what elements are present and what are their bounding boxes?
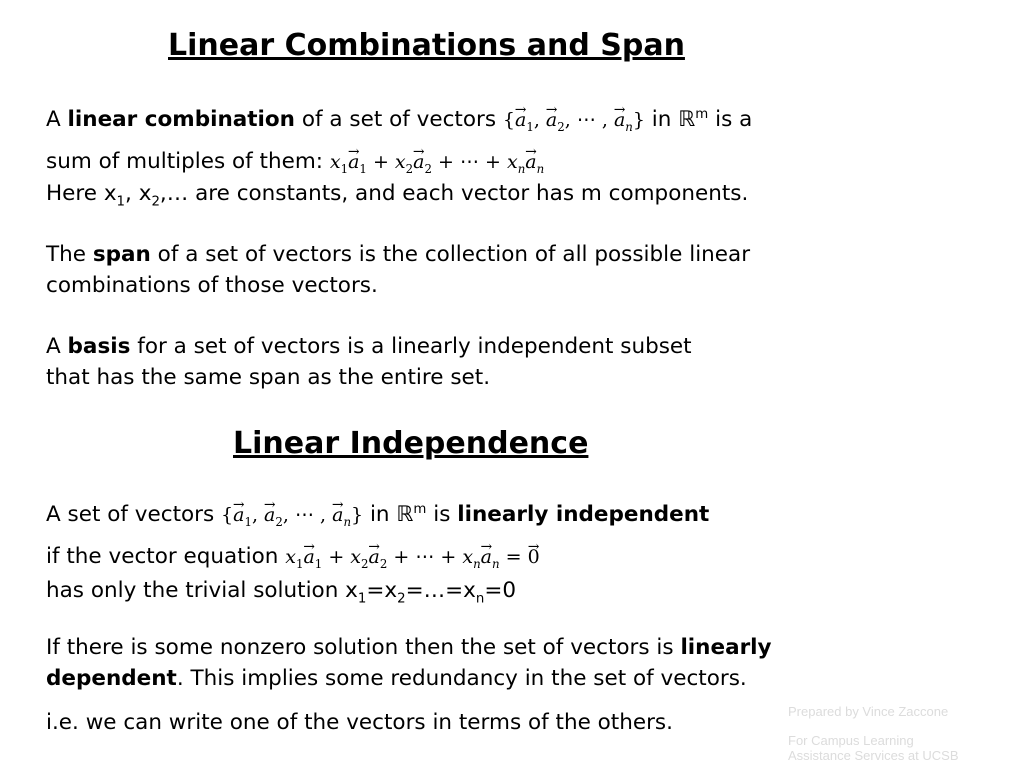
plus: +	[328, 545, 345, 568]
subscript: 1	[357, 591, 367, 607]
comma: ,	[601, 109, 608, 132]
linear-combination-expression	[329, 150, 545, 176]
text: combinations of those vectors.	[46, 273, 378, 298]
vector-a: → a	[348, 143, 359, 178]
subscript: 2	[397, 591, 406, 607]
brace: }	[351, 504, 364, 527]
footer-line: Prepared by Vince Zaccone	[788, 704, 949, 719]
term-basis: basis	[67, 334, 131, 359]
vector-a: → a	[264, 496, 275, 531]
vector-a: → a	[546, 101, 557, 136]
vector-a: → a	[515, 101, 526, 136]
comma: ,	[533, 109, 540, 132]
comma: ,	[320, 504, 327, 527]
coefficient: x	[462, 545, 474, 568]
ellipsis: ⋯	[576, 109, 596, 132]
coefficient: x	[329, 150, 341, 173]
subscript: 1	[340, 161, 349, 176]
vector-set	[221, 504, 364, 529]
vector-a: → a	[481, 538, 492, 573]
text: i.e. we can write one of the vectors in terms of the others.	[46, 710, 673, 735]
subscript: n	[517, 161, 526, 176]
text: that has the same span as the entire set.	[46, 365, 491, 390]
text: If there is some nonzero solution then the set of vectors is	[46, 635, 681, 660]
vector-equation	[285, 545, 540, 571]
plus: +	[440, 545, 457, 568]
ellipsis: ⋯	[294, 504, 314, 527]
subscript: n	[475, 591, 485, 607]
text: , x	[125, 181, 152, 206]
footer-line: Assistance Services at UCSB	[788, 748, 959, 763]
text: Here x	[46, 181, 117, 206]
text: in	[644, 107, 679, 133]
subscript: 2	[379, 556, 388, 571]
text: for a set of vectors is a linearly independent subset	[130, 334, 692, 359]
vector-set	[502, 109, 645, 134]
footer-credit	[788, 704, 959, 763]
subscript: n	[492, 556, 500, 571]
subscript: 2	[361, 556, 369, 571]
ellipsis: ⋯	[459, 150, 479, 173]
footer-line: For Campus Learning	[788, 733, 914, 748]
text: =…=x	[405, 578, 476, 603]
brace: }	[632, 109, 645, 132]
real-numbers-symbol: ℝ	[396, 502, 414, 528]
term-linearly-independent: linearly independent	[457, 502, 710, 528]
vector-a: → a	[332, 496, 343, 531]
subscript: 1	[526, 119, 534, 134]
plus: +	[438, 150, 454, 173]
vector-a: → a	[413, 143, 424, 178]
plus: +	[393, 545, 410, 568]
subscript: n	[536, 161, 545, 176]
ellipsis: ⋯	[415, 545, 435, 568]
trivial-solution-statement	[46, 575, 516, 614]
page-title: Linear Combinations and Span	[168, 28, 685, 63]
subscript: 2	[151, 194, 160, 210]
subscript: n	[343, 514, 352, 529]
term-dependent: dependent	[46, 666, 177, 691]
zero-vector: → 0	[528, 538, 540, 573]
superscript: m	[413, 502, 427, 517]
coefficient: x	[350, 545, 362, 568]
subscript: 1	[295, 556, 304, 571]
subscript: n	[473, 556, 481, 571]
basis-definition	[46, 331, 692, 393]
linear-independence-definition	[46, 494, 709, 580]
coefficient: x	[285, 545, 296, 568]
text: A	[46, 334, 68, 359]
constants-note	[46, 178, 748, 217]
comma: ,	[251, 504, 258, 527]
subscript: 2	[405, 161, 414, 176]
equals: =	[505, 545, 522, 568]
text: of a set of vectors	[295, 107, 503, 133]
text: =0	[484, 578, 517, 603]
coefficient: x	[507, 150, 518, 173]
plus: +	[485, 150, 501, 173]
term-linearly: linearly	[680, 635, 772, 660]
vector-a: → a	[614, 101, 625, 136]
text: ,… are constants, and each vector has m components.	[159, 181, 749, 206]
comma: ,	[564, 109, 571, 132]
vector-a: → a	[369, 538, 380, 573]
text: is	[426, 502, 458, 528]
text: if the vector equation	[46, 543, 286, 569]
subscript: 1	[244, 514, 252, 529]
text: A	[46, 107, 68, 133]
subscript: 1	[116, 194, 126, 210]
text: is a	[708, 107, 753, 133]
ie-statement	[46, 707, 673, 738]
subscript: 2	[275, 514, 283, 529]
vector-a: → a	[303, 538, 314, 573]
text: A set of vectors	[46, 502, 222, 528]
brace: {	[502, 109, 515, 132]
text: has only the trivial solution x	[46, 578, 358, 603]
text: The	[46, 242, 93, 267]
text: . This implies some redundancy in the set of vectors.	[176, 666, 747, 691]
coefficient: x	[394, 150, 406, 173]
brace: {	[221, 504, 234, 527]
span-definition	[46, 239, 750, 301]
linear-combination-definition	[46, 99, 752, 185]
term-span: span	[92, 242, 151, 267]
superscript: m	[695, 107, 709, 122]
text: =x	[366, 578, 398, 603]
term-linear-combination: linear combination	[67, 107, 295, 133]
text: of a set of vectors is the collection of all possible linear	[150, 242, 751, 267]
subscript: 1	[359, 161, 367, 176]
subscript: 1	[314, 556, 323, 571]
subscript: 2	[557, 119, 565, 134]
text: in	[363, 502, 397, 528]
comma: ,	[282, 504, 289, 527]
section-title-linear-independence: Linear Independence	[233, 426, 589, 461]
real-numbers-symbol: ℝ	[678, 107, 696, 133]
subscript: n	[625, 119, 633, 134]
vector-a: → a	[525, 143, 536, 178]
vector-a: → a	[233, 496, 244, 531]
linear-dependence-statement	[46, 632, 772, 694]
text: sum of multiples of them:	[46, 148, 330, 174]
subscript: 2	[424, 161, 432, 176]
plus: +	[372, 150, 389, 173]
